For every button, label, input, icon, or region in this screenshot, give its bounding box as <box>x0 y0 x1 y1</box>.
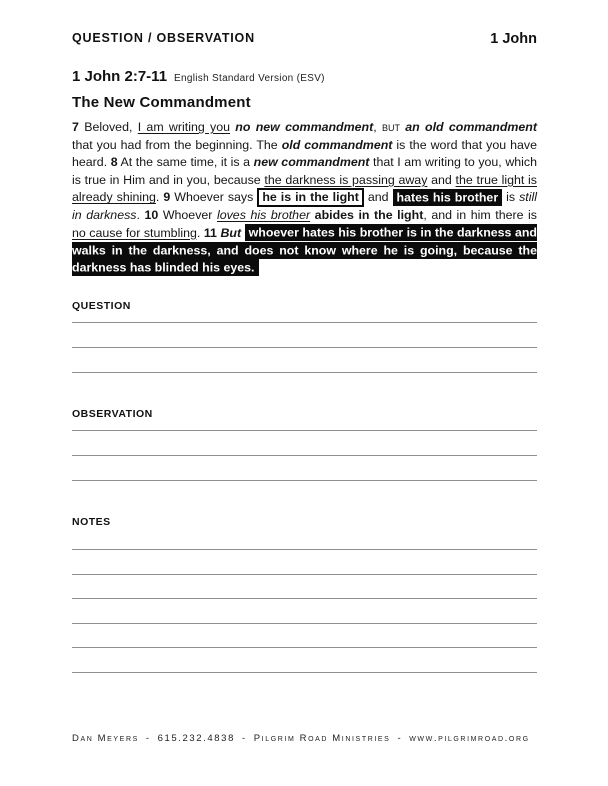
passage-segment: and <box>427 172 456 187</box>
passage-segment: 9 <box>163 190 171 205</box>
passage-segment: no cause for stumbling <box>72 225 197 240</box>
page-header <box>72 31 537 47</box>
footer-separator: - <box>241 733 247 744</box>
passage-heading: The New Commandment <box>72 94 251 111</box>
passage-segment: he is in the light <box>257 188 364 207</box>
passage-segment: is the word that you have heard. <box>72 137 537 170</box>
writing-line <box>72 420 537 431</box>
footer-separator: - <box>397 733 403 744</box>
passage-text <box>72 119 537 277</box>
writing-line <box>72 575 537 600</box>
footer-item: Dan Meyers <box>72 733 139 744</box>
writing-line <box>72 348 537 373</box>
passage-segment: , and in him there is <box>423 207 537 222</box>
passage-segment: loves his brother <box>216 207 311 222</box>
passage-segment: Whoever says <box>170 190 258 205</box>
passage-segment: 10 <box>144 207 159 222</box>
section-label: NOTES <box>72 516 111 528</box>
writing-line <box>72 528 537 550</box>
passage-segment: whoever hates his brother is in the darkness and walks in the darkness, and does not know where he is going, because the darkness has blinded his eyes. <box>72 225 537 275</box>
passage-segment: I am writing you <box>137 120 230 134</box>
writing-lines <box>72 420 537 481</box>
passage-segment: still in darkness <box>72 190 538 222</box>
passage-segment: hates his brother <box>393 189 503 206</box>
passage-segment: old commandment <box>281 137 393 152</box>
section-observation <box>72 408 537 481</box>
passage-segment: 8 <box>110 155 118 170</box>
passage-segment: the true light is already shining <box>72 172 537 205</box>
footer-item: 615.232.4838 <box>157 733 235 744</box>
section-notes <box>72 516 537 673</box>
passage-segment: At the same time, it is a <box>117 155 254 170</box>
passage-segment: and <box>363 190 393 205</box>
section-question <box>72 300 537 373</box>
passage-segment: Whoever <box>158 207 217 222</box>
passage-segment: . <box>136 207 145 222</box>
passage-segment: abides in the light <box>314 207 424 222</box>
writing-line <box>72 648 537 673</box>
writing-lines <box>72 528 537 673</box>
footer-item: www.pilgrimroad.org <box>409 733 530 744</box>
passage-segment: the darkness is passing away <box>264 172 428 187</box>
passage-segment: but <box>381 120 400 134</box>
section-label: OBSERVATION <box>72 408 153 420</box>
passage-segment: no new commandment <box>235 120 374 134</box>
footer-item: Pilgrim Road Ministries <box>253 733 391 744</box>
writing-line <box>72 550 537 575</box>
passage-segment: Beloved, <box>78 120 138 134</box>
passage-segment: is <box>502 190 520 205</box>
passage-segment: 11 <box>203 225 217 240</box>
passage-segment: that you had from the beginning. The <box>72 137 282 152</box>
scripture-reference-row <box>72 68 325 86</box>
passage-segment: that I am writing to you, which is true in Him and in you, because <box>72 155 537 187</box>
book-title: 1 John <box>490 31 537 47</box>
passage-segment: 7 <box>72 120 79 134</box>
section-label: QUESTION <box>72 300 131 312</box>
translation-version: English Standard Version (ESV) <box>174 73 325 84</box>
passage-segment: . <box>155 190 164 205</box>
writing-line <box>72 599 537 624</box>
writing-lines <box>72 312 537 373</box>
writing-line <box>72 456 537 481</box>
footer-separator: - <box>145 733 151 744</box>
page-footer <box>72 733 537 744</box>
passage-segment: an old commandment <box>405 120 538 134</box>
passage-segment: new commandment <box>253 155 370 170</box>
passage-segment: , <box>373 120 382 134</box>
writing-line <box>72 312 537 323</box>
writing-line <box>72 431 537 456</box>
passage-segment: But <box>220 225 242 240</box>
writing-line <box>72 624 537 649</box>
doc-type-title: QUESTION / OBSERVATION <box>72 31 255 45</box>
scripture-reference: 1 John 2:7-11 <box>72 68 168 85</box>
passage-segment: . <box>196 225 204 240</box>
writing-line <box>72 323 537 348</box>
